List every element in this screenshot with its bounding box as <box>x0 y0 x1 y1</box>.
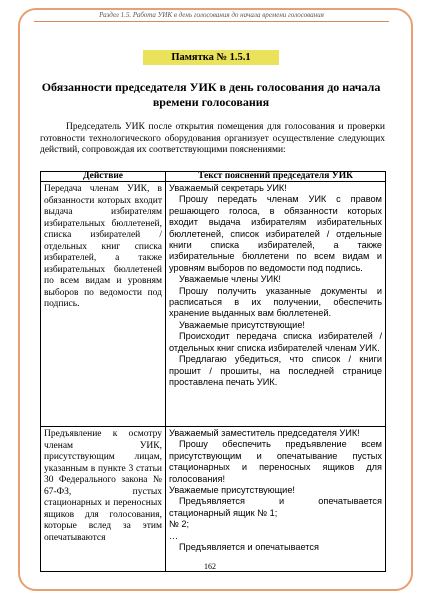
text-line: Прошу передать членам УИК с правом решающего голоса, в обязанности которых входит выдача избирателям избирательных бюллетеней, список избирателей / отдельные книги списка избирателей, а также избирательные бюллетени по всем видам и уровням выборов по ведомости под подпись. <box>169 194 382 273</box>
text-line: Уважаемый секретарь УИК! <box>169 183 287 193</box>
page-title: Обязанности председателя УИК в день голосования до начала времени голосования <box>41 80 381 109</box>
text-line: … <box>169 530 179 541</box>
text-cell <box>166 182 386 427</box>
column-header-text: Текст пояснений председателя УИК <box>166 172 386 182</box>
page-number: 162 <box>204 562 216 571</box>
text-line: Уважаемые присутствующие! <box>179 319 305 330</box>
text-line: Предъявляется и опечатывается стационарный ящик № 1; <box>169 496 382 518</box>
section-header: Раздел 1.5. Работа УИК в день голосования до начала времени голосования <box>34 11 389 22</box>
text-line: Происходит передача списка избирателей / отдельных книг списка избирателей членам УИК. <box>169 331 382 353</box>
text-line: № 2; <box>169 519 190 530</box>
duties-table <box>40 171 386 572</box>
text-line: Прошу получить указанные документы и расписаться в их получении, обеспечить хранение выданных вам бюллетеней. <box>169 285 382 319</box>
text-cell <box>166 427 386 572</box>
text-line: Уважаемые члены УИК! <box>179 274 281 285</box>
text-line: Уважаемый заместитель председателя УИК! <box>169 428 360 438</box>
memo-label: Памятка № 1.5.1 <box>143 50 279 65</box>
text-line: Прошу обеспечить предъявление всем присутствующим и опечатывание пустых стационарных и переносных ящиков для голосования! <box>169 439 382 484</box>
text-line: Предлагаю убедиться, что список / книги прошит / прошиты, на последней странице проставлена печать УИК. <box>169 354 382 387</box>
action-text: Предъявление к осмотру членам УИК, присутствующим лицам, указанным в пункте 3 статьи 30 Федерального закона № 67-ФЗ, пустых стационарных и переносных ящиков для голосования, которые вслед за этим опечатываются <box>44 429 162 543</box>
text-line: Предъявляется и опечатывается <box>179 542 319 553</box>
table-row <box>41 182 386 427</box>
intro-paragraph: Председатель УИК после открытия помещения для голосования и проверки готовности технологического оборудования организует осуществление следующих действий, сопровождая их соответствующими пояснениями: <box>40 122 385 155</box>
table-row <box>41 427 386 572</box>
column-header-action: Действие <box>41 172 166 182</box>
action-cell: Передача членам УИК, в обязанности которых входит выдача избирателям избирательных бюллетеней, списка избирателей / отдельных книг списка избирателей, а также избирательных бюллетеней по всем видам и уровням выборов по ведомости под подпись. <box>41 182 166 427</box>
text-line: Уважаемые присутствующие! <box>169 485 295 496</box>
text-clip <box>169 428 382 568</box>
action-cell <box>41 427 166 572</box>
